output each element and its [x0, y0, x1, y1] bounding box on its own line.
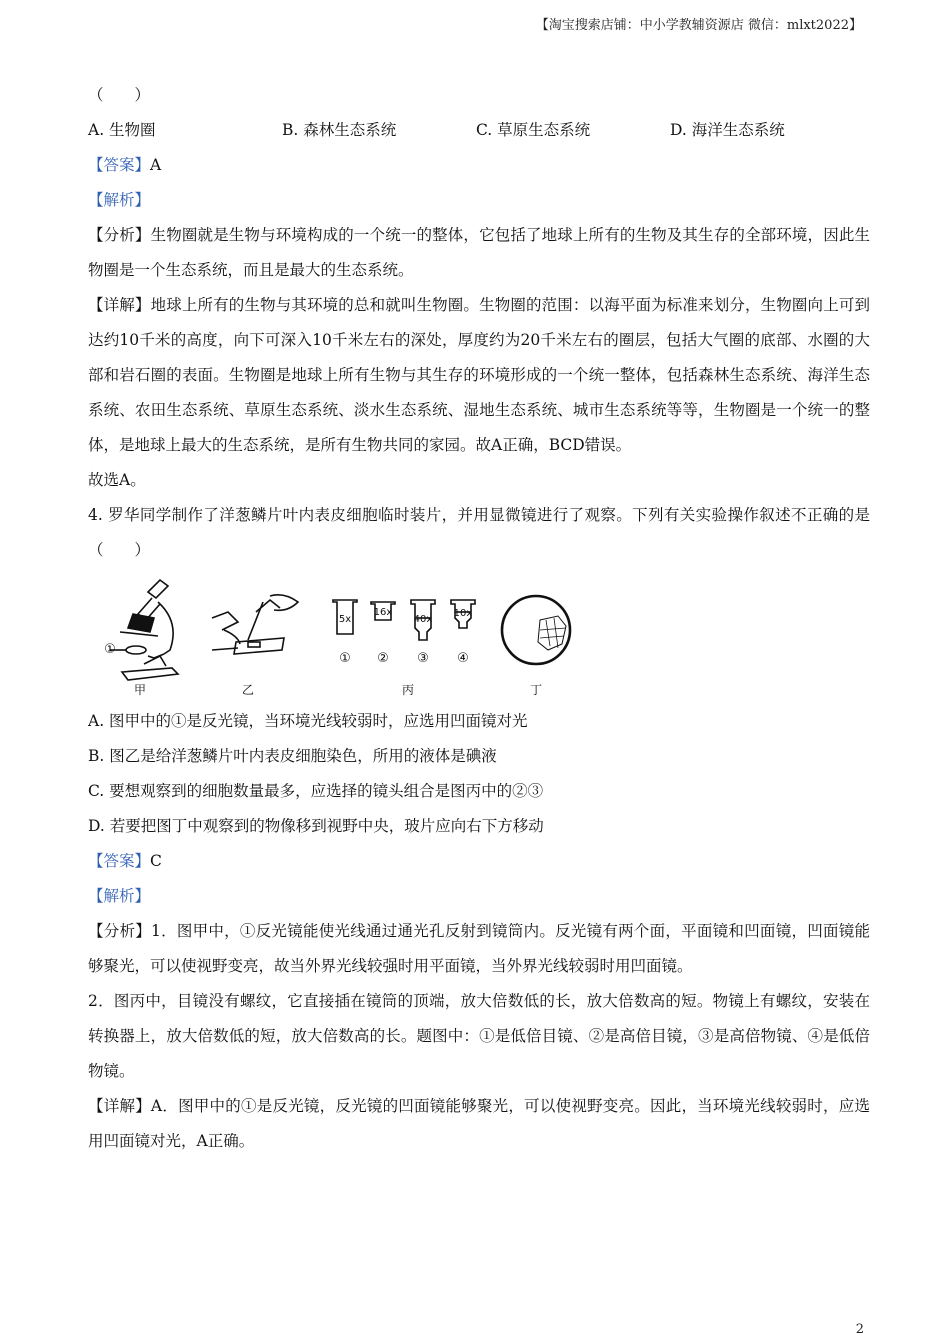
page-header: 【淘宝搜索店铺：中小学教辅资源店 微信：mlxt2022】 — [535, 18, 862, 33]
q3-option-c: C. 草原生态系统 — [476, 121, 591, 139]
staining-drawing — [212, 595, 298, 654]
lens-number-4: ④ — [457, 651, 469, 666]
q3-stem-tail: （ ） — [88, 86, 151, 104]
q3-fenxi — [88, 218, 870, 288]
fenxi-label: 【分析】 — [88, 226, 151, 244]
caption-ding: 丁 — [529, 683, 543, 697]
q4-answer — [88, 844, 870, 879]
lens-label-4: 10x — [453, 608, 473, 619]
mirror-label: ① — [104, 642, 116, 657]
page-number: 2 — [855, 1322, 864, 1337]
answer-value: C — [150, 852, 162, 870]
lens-number-2: ② — [377, 651, 389, 666]
q3-options — [88, 113, 870, 148]
lens-label-3: 40x — [413, 614, 433, 625]
microscope-drawing — [110, 580, 178, 680]
caption-bing: 丙 — [401, 683, 415, 697]
fenxi-text: 生物圈就是生物与环境构成的一个统一的整体，它包括了地球上所有的生物及其生存的全部环境，因此生物圈是一个生态系统，而且是最大的生态系统。 — [88, 226, 870, 279]
fenxi-text-1: 1．图甲中，①反光镜能使光线通过通光孔反射到镜筒内。反光镜有两个面，平面镜和凹面镜，凹面镜能够聚光，可以使视野变亮，故当外界光线较强时用平面镜，当外界光线较弱时用凹面镜。 — [88, 922, 870, 975]
answer-value: A — [150, 156, 162, 174]
q4-option-c: C. 要想观察到的细胞数量最多，应选择的镜头组合是图丙中的②③ — [88, 782, 544, 800]
q4-stem: 4. 罗华同学制作了洋葱鳞片叶内表皮细胞临时装片，并用显微镜进行了观察。下列有关实验操作叙述不正确的是（ ） — [88, 506, 870, 559]
microscope-figure — [88, 572, 588, 702]
q3-option-d: D. 海洋生态系统 — [670, 121, 785, 139]
q4-analysis-label: 【解析】 — [88, 887, 151, 905]
xiangjie-label: 【详解】 — [88, 1097, 151, 1115]
q4-option-a: A. 图甲中的①是反光镜，当环境光线较弱时，应选用凹面镜对光 — [88, 712, 528, 730]
answer-label: 【答案】 — [88, 852, 151, 870]
q3-conclusion: 故选A。 — [88, 471, 146, 489]
lens-label-1: 5x — [338, 614, 352, 625]
xiangjie-text: 地球上所有的生物与其环境的总和就叫生物圈。生物圈的范围：以海平面为标准来划分，生物圈向上可到达约10千米的高度，向下可深入10千米左右的深处，厚度约为20千米左右的圈层，包括大气圈的底部、水圈的大部和岩石圈的表面。生物圈是地球上所有生物与其生存的环境形成的一个统一整体，包括森林生态系统、海洋生态系统、农田生态系统、草原生态系统、淡水生态系统、湿地生态系统、城市生态系统等等，生物圈是一个统一的整体，是地球上最大的生态系统，是所有生物共同的家园。故A正确，BCD错误。 — [88, 296, 870, 454]
q4-fenxi-1 — [88, 914, 870, 984]
q4-figure — [88, 572, 870, 702]
lens-label-2: 16x — [373, 607, 393, 618]
q3-xiangjie — [88, 288, 870, 463]
q3-answer — [88, 148, 870, 183]
q4-option-d: D. 若要把图丁中观察到的物像移到视野中央，玻片应向右下方移动 — [88, 817, 544, 835]
field-of-view-drawing — [502, 596, 570, 664]
q3-option-a: A. 生物圈 — [88, 121, 156, 139]
lens-number-1: ① — [339, 651, 351, 666]
xiangjie-text: A．图甲中的①是反光镜，反光镜的凹面镜能够聚光，可以使视野变亮。因此，当环境光线较弱时，应选用凹面镜对光，A正确。 — [88, 1097, 870, 1150]
q4-fenxi-2: 2．图丙中，目镜没有螺纹，它直接插在镜筒的顶端，放大倍数低的长，放大倍数高的短。物镜上有螺纹，安装在转换器上，放大倍数低的短，放大倍数高的长。题图中：①是低倍目镜、②是高倍目镜，③是高倍物镜、④是低倍物镜。 — [88, 992, 870, 1080]
xiangjie-label: 【详解】 — [88, 296, 151, 314]
fenxi-label: 【分析】 — [88, 922, 152, 940]
q4-option-b: B. 图乙是给洋葱鳞片叶内表皮细胞染色，所用的液体是碘液 — [88, 747, 497, 765]
lens-drawings — [333, 600, 475, 640]
caption-jia: 甲 — [133, 683, 147, 697]
q4-xiangjie — [88, 1089, 870, 1159]
answer-label: 【答案】 — [88, 156, 151, 174]
lens-number-3: ③ — [417, 651, 429, 666]
caption-yi: 乙 — [241, 683, 255, 697]
q3-option-b: B. 森林生态系统 — [282, 121, 397, 139]
q3-analysis-label: 【解析】 — [88, 191, 151, 209]
document-body — [88, 78, 870, 1159]
